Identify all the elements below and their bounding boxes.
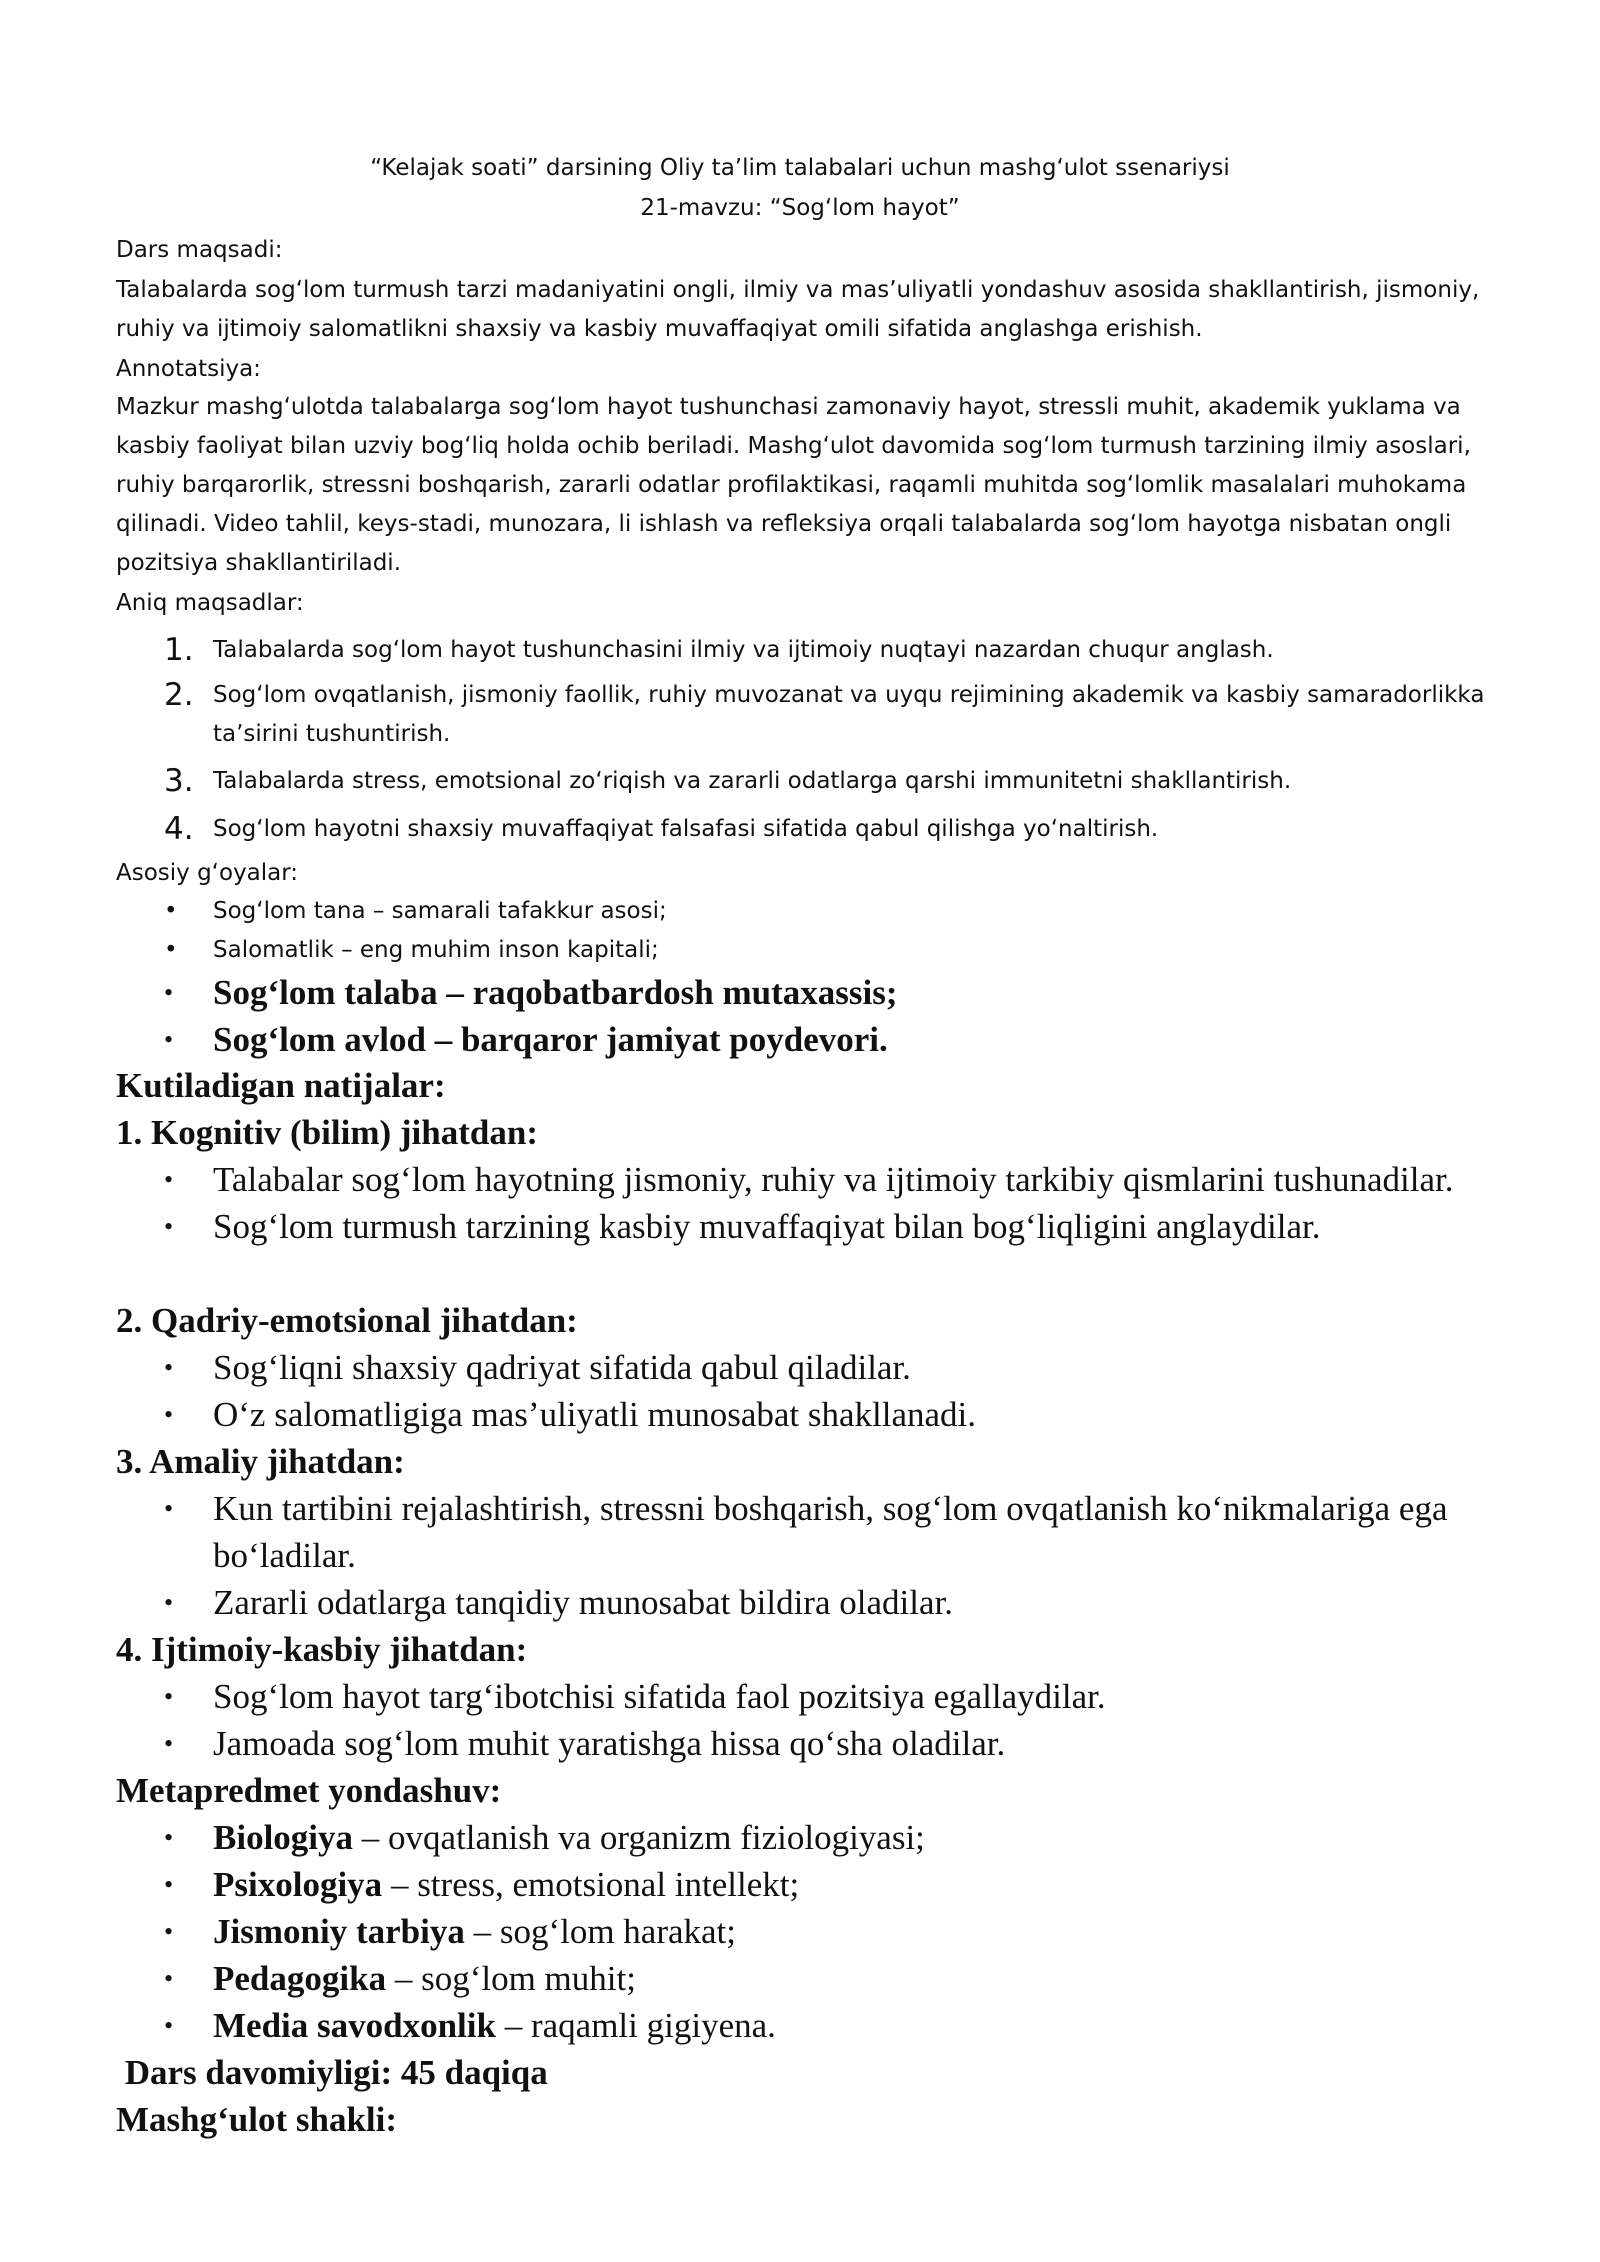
topic-subtitle: 21-mavzu: “Sogʻlom hayot”	[640, 195, 960, 221]
social-heading: 4. Ijtimoiy-kasbiy jihatdan:	[116, 1630, 528, 1669]
objective-item	[116, 631, 1496, 670]
idea-item	[116, 1016, 1496, 1063]
meta-item	[116, 1861, 1496, 1908]
objective-number: 1.	[164, 632, 194, 668]
form-heading: Mashgʻulot shakli:	[116, 2100, 398, 2139]
result-item	[116, 1673, 1496, 1720]
meta-description: – sogʻlom muhit;	[386, 1959, 636, 1998]
result-text: Sogʻlom hayot targʻibotchisi sifatida faol pozitsiya egallaydilar.	[213, 1677, 1106, 1716]
bullet: •	[164, 937, 178, 963]
ideas-label: Asosiy gʻoyalar:	[116, 860, 299, 886]
objective-item	[116, 762, 1496, 801]
result-text: Sogʻlom turmush tarzining kasbiy muvaffaqiyat bilan bogʻliqligini anglaydilar.	[213, 1207, 1321, 1246]
cognitive-list	[116, 1156, 1496, 1250]
meta-term: Jismoniy tarbiya	[213, 1912, 465, 1951]
bullet: •	[164, 1494, 174, 1523]
meta-list	[116, 1814, 1496, 2049]
bullet: •	[164, 2011, 174, 2040]
bullet: •	[164, 898, 178, 924]
result-text: Sogʻliqni shaxsiy qadriyat sifatida qabul qiladilar.	[213, 1348, 911, 1387]
result-text: Zararli odatlarga tanqidiy munosabat bildira oladilar.	[213, 1583, 953, 1622]
meta-description: – stress, emotsional intellekt;	[382, 1865, 800, 1904]
bullet: •	[164, 1353, 174, 1382]
result-item	[116, 1203, 1496, 1250]
meta-term: Pedagogika	[213, 1959, 387, 1998]
bullet: •	[164, 1823, 174, 1852]
bullet: •	[164, 1588, 174, 1617]
meta-item	[116, 2002, 1496, 2049]
annotation-text: Mazkur mashgʻulotda talabalarga sogʻlom hayot tushunchasi zamonaviy hayot, stressli muhit, akademik yuklama va kasbiy faoliyat bilan uzviy bogʻliq holda ochib beriladi. Mashgʻulot davomida sogʻlom turmush tarzining ilmiy asoslari, ruhiy barqarorlik, stressni boshqarish, zararli odatlar profilaktikasi, raqamli muhitda sogʻlomlik masalalari muhokama qilinadi. Video tahlil, keys-stadi, munozara, li ishlash va refleksiya orqali talabalarda sogʻlom hayotga nisbatan ongli pozitsiya shakllantiriladi.	[116, 394, 1471, 576]
idea-text: Sogʻlom avlod – barqaror jamiyat poydevori.	[213, 1020, 888, 1059]
emotional-list	[116, 1344, 1496, 1438]
objectives-list	[116, 676, 1496, 754]
objective-number: 2.	[164, 677, 194, 713]
idea-text: Sogʻlom talaba – raqobatbardosh mutaxassis;	[213, 973, 898, 1012]
idea-item	[116, 969, 1496, 1016]
result-text: Talabalar sogʻlom hayotning jismoniy, ruhiy va ijtimoiy tarkibiy qismlarini tushunadilar.	[213, 1160, 1454, 1199]
idea-text: Sogʻlom tana – samarali tafakkur asosi;	[213, 898, 667, 924]
goal-text: Talabalarda sogʻlom turmush tarzi madaniyatini ongli, ilmiy va masʼuliyatli yondashuv asosida shakllantirish, jismoniy, ruhiy va ijtimoiy salomatlikni shaxsiy va kasbiy muvaffaqiyat omili sifatida anglashga erishish.	[116, 277, 1480, 342]
objective-text: Talabalarda sogʻlom hayot tushunchasini ilmiy va ijtimoiy nuqtayi nazardan chuqur anglash.	[213, 637, 1274, 663]
annotation-label: Annotatsiya:	[116, 356, 261, 382]
objective-text: Sogʻlom hayotni shaxsiy muvaffaqiyat falsafasi sifatida qabul qilishga yoʻnaltirish.	[213, 816, 1159, 842]
result-text: Jamoada sogʻlom muhit yaratishga hissa qoʻsha oladilar.	[213, 1724, 1006, 1763]
bullet: •	[164, 1917, 174, 1946]
document-title: “Kelajak soati” darsining Oliy taʼlim talabalari uchun mashgʻulot ssenariysi	[370, 155, 1230, 181]
meta-term: Psixologiya	[213, 1865, 383, 1904]
objective-number: 4.	[164, 811, 194, 847]
ideas-list-bold	[116, 969, 1496, 1063]
goal-label: Dars maqsadi:	[116, 237, 283, 263]
result-item	[116, 1579, 1496, 1626]
objective-text: Talabalarda stress, emotsional zoʻriqish va zararli odatlarga qarshi immunitetni shakllantirish.	[213, 768, 1292, 794]
result-item	[116, 1344, 1496, 1391]
bullet: •	[164, 1682, 174, 1711]
objective-item	[116, 676, 1496, 754]
duration-line: Dars davomiyligi: 45 daqiqa	[116, 2053, 548, 2092]
objectives-list	[116, 810, 1496, 849]
meta-item	[116, 1814, 1496, 1861]
result-item	[116, 1485, 1496, 1579]
meta-term: Biologiya	[213, 1818, 354, 1857]
objectives-list	[116, 762, 1496, 801]
bullet: •	[164, 1025, 174, 1054]
bullet: •	[164, 1870, 174, 1899]
objectives-list	[116, 631, 1496, 670]
meta-description: – raqamli gigiyena.	[495, 2006, 776, 2045]
bullet: •	[164, 1165, 174, 1194]
practical-heading: 3. Amaliy jihatdan:	[116, 1442, 405, 1481]
ideas-list	[116, 892, 1496, 970]
result-item	[116, 1391, 1496, 1438]
bullet: •	[164, 978, 174, 1007]
objective-item	[116, 810, 1496, 849]
objectives-label: Aniq maqsadlar:	[116, 590, 304, 616]
emotional-heading: 2. Qadriy-emotsional jihatdan:	[116, 1301, 578, 1340]
idea-item	[116, 892, 1496, 931]
meta-item	[116, 1908, 1496, 1955]
cognitive-heading: 1. Kognitiv (bilim) jihatdan:	[116, 1113, 538, 1152]
meta-item	[116, 1955, 1496, 2002]
result-item	[116, 1156, 1496, 1203]
objective-text: Sogʻlom ovqatlanish, jismoniy faollik, ruhiy muvozanat va uyqu rejimining akademik va kasbiy samaradorlikka taʼsirini tushuntirish.	[213, 682, 1485, 747]
bullet: •	[164, 1729, 174, 1758]
result-text: Oʻz salomatligiga masʼuliyatli munosabat shakllanadi.	[213, 1395, 977, 1434]
bullet: •	[164, 1212, 174, 1241]
meta-heading: Metapredmet yondashuv:	[116, 1771, 502, 1810]
bullet: •	[164, 1964, 174, 1993]
meta-term: Media savodxonlik	[213, 2006, 496, 2045]
meta-description: – ovqatlanish va organizm fiziologiyasi;	[353, 1818, 925, 1857]
practical-list	[116, 1485, 1496, 1626]
bullet: •	[164, 1400, 174, 1429]
social-list	[116, 1673, 1496, 1767]
result-item	[116, 1720, 1496, 1767]
results-heading: Kutiladigan natijalar:	[116, 1066, 446, 1105]
idea-text: Salomatlik – eng muhim inson kapitali;	[213, 937, 659, 963]
idea-item	[116, 931, 1496, 970]
objective-number: 3.	[164, 763, 194, 799]
meta-description: – sogʻlom harakat;	[464, 1912, 737, 1951]
result-text: Kun tartibini rejalashtirish, stressni boshqarish, sogʻlom ovqatlanish koʻnikmalariga ega boʻladilar.	[213, 1489, 1448, 1575]
